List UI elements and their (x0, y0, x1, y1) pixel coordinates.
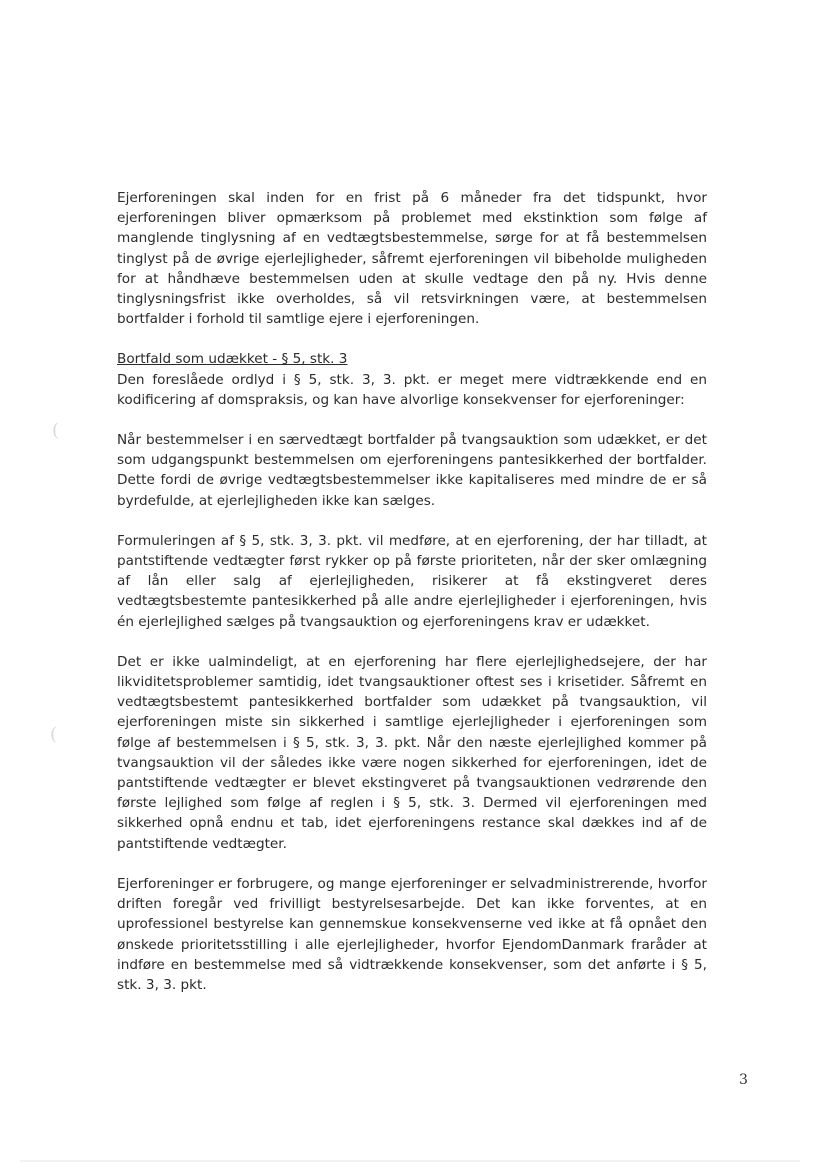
paragraph-spacer (117, 410, 707, 430)
paragraph-spacer (117, 511, 707, 531)
paragraph-foreslaaede-ordlyd: Den foreslåede ordlyd i § 5, stk. 3, 3. pkt. er meget mere vidtrækkende end en kodificering af domspraksis, og kan have alvorlige konsekvenser for ejerforeninger: (117, 371, 707, 408)
margin-scan-mark: ( (50, 724, 58, 745)
paragraph-spacer (117, 632, 707, 652)
margin-scan-mark: ( (52, 420, 60, 441)
scan-edge-line (20, 1160, 800, 1162)
paragraph-saervedtaegt: Når bestemmelser i en særvedtægt bortfalder på tvangsauktion som udækket, er det som udgangspunkt bestemmelsen om ejerforeningens pantesikkerhed der bortfalder. Dette fordi de øvrige vedtægtsbestemmelser ikke kapitaliseres med mindre de er så byrdefulde, at ejerlejligheden ikke kan sælges. (117, 432, 707, 509)
paragraph-spacer (117, 329, 707, 349)
page-number: 3 (739, 1072, 748, 1088)
paragraph-forbrugere: Ejerforeninger er forbrugere, og mange ejerforeninger er selvadministrerende, hvorfor driften foregår ved frivilligt bestyrelsesarbejde. Det kan ikke forventes, at en uprofessionel bestyrelse kan gennemskue konsekvenserne ved ikke at få opnået den ønskede prioritetsstilling i alle ejerlejligheder, hvorfor EjendomDanmark fraråder at indføre en bestemmelse med så vidtrækkende konsekvenser, som det anførte i § 5, stk. 3, 3. pkt. (117, 875, 707, 993)
paragraph-likviditetsproblemer: Det er ikke ualmindeligt, at en ejerforening har flere ejerlejlighedsejere, der har likviditetsproblemer samtidig, idet tvangsauktioner oftest ses i krisetider. Såfremt en vedtægtsbestemt pantesikkerhed bortfalder som udækket på tvangsauktion, vil ejerforeningen miste sin sikkerhed i samtlige ejerlejligheder i ejerforeningen som følge af bestemmelsen i § 5, stk. 3, 3. pkt. Når den næste ejerlejlighed kommer på tvangsauktion vil der således ikke være nogen sikkerhed for ejerforeningen, idet de pantstiftende vedtægter er blevet ekstingveret på tvangsauktionen vedrørende den første lejlighed som følge af reglen i § 5, stk. 3. Dermed vil ejerforeningen med sikkerhed opnå endnu et tab, idet ejerforeningens restance skal dækkes ind af de pantstiftende vedtægter. (117, 653, 707, 852)
section-heading: Bortfald som udækket - § 5, stk. 3 (117, 351, 348, 368)
document-body (117, 188, 707, 995)
paragraph-formuleringen: Formuleringen af § 5, stk. 3, 3. pkt. vil medføre, at en ejerforening, der har tilladt, at pantstiftende vedtægter først rykker op på første prioriteten, når der sker omlægning af lån eller salg af ejerlejligheden, risikerer at få ekstingveret deres vedtægtsbestemte pantesikkerhed på alle andre ejerlejligheder i ejerforeningen, hvis én ejerlejlighed sælges på tvangsauktion og ejerforeningens krav er udækket. (117, 532, 707, 630)
paragraph-spacer (117, 854, 707, 874)
paragraph-tinglysningsfrist: Ejerforeningen skal inden for en frist på 6 måneder fra det tidspunkt, hvor ejerforeningen bliver opmærksom på problemet med ekstinktion som følge af manglende tinglysning af en vedtægtsbestemmelse, sørge for at få bestemmelsen tinglyst på de øvrige ejerlejligheder, såfremt ejerforeningen vil bibeholde muligheden for at håndhæve bestemmelsen uden at skulle vedtage den på ny. Hvis denne tinglysningsfrist ikke overholdes, så vil retsvirkningen være, at bestemmelsen bortfalder i forhold til samtlige ejere i ejerforeningen. (117, 190, 707, 328)
